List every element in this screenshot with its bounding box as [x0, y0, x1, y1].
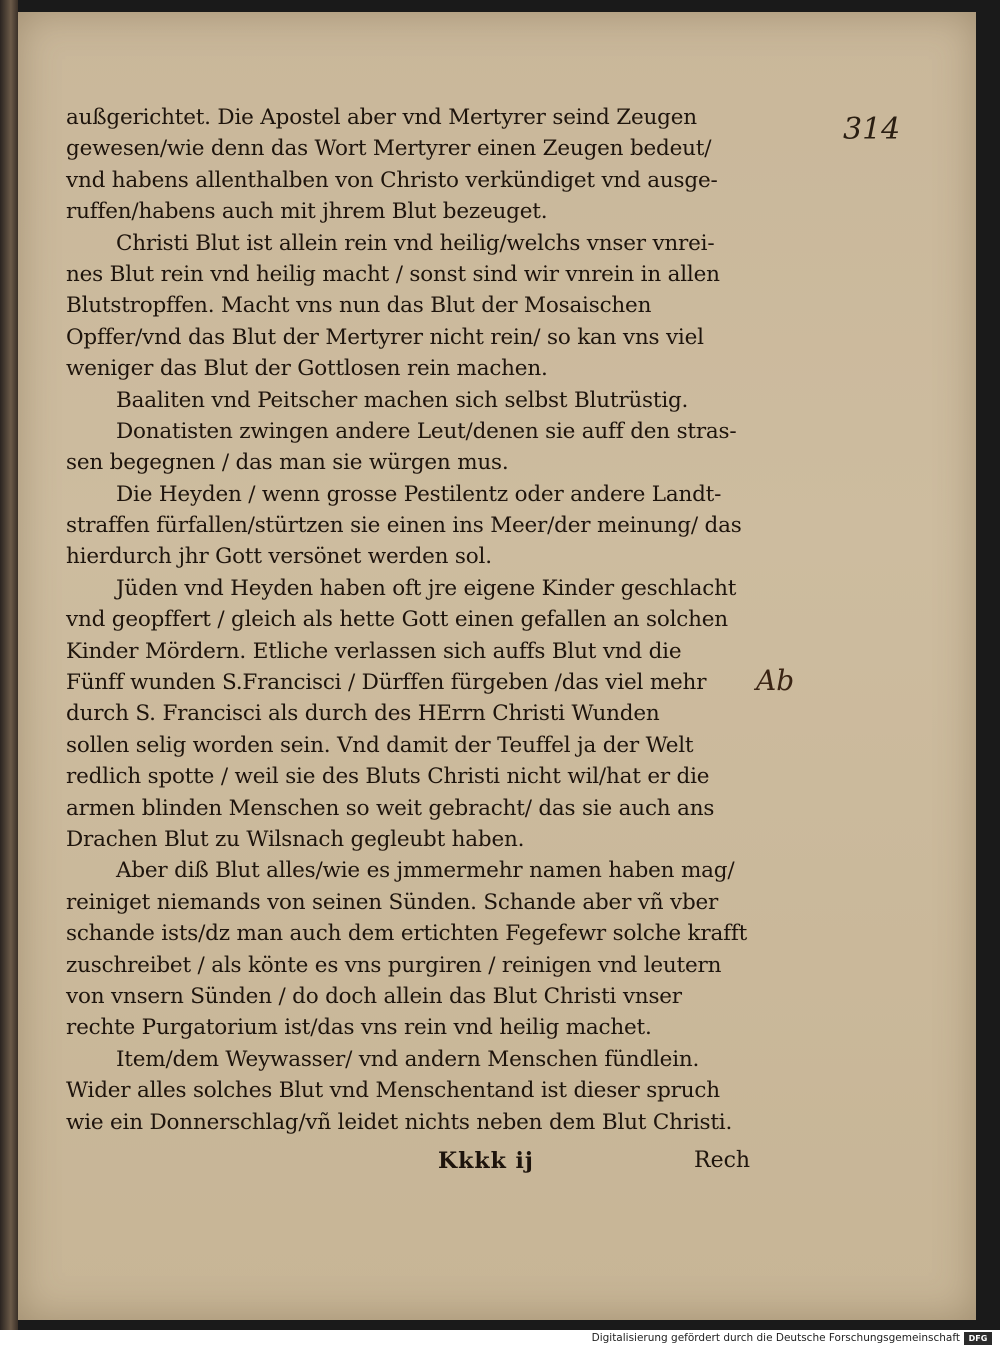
- text-line: redlich spotte / weil sie des Bluts Christi nicht wil/hat er die: [66, 764, 710, 790]
- text-line: Blutstropffen. Macht vns nun das Blut der Mosaischen: [66, 293, 652, 319]
- text-line: Aber diß Blut alles/wie es jmmermehr namen haben mag/: [116, 858, 735, 884]
- text-line: ruffen/habens auch mit jhrem Blut bezeuget.: [66, 199, 548, 225]
- text-line: rechte Purgatorium ist/das vns rein vnd heilig machet.: [66, 1015, 652, 1041]
- text-line: Drachen Blut zu Wilsnach gegleubt haben.: [66, 826, 525, 852]
- signature-mark: Kkkk ij: [438, 1148, 534, 1174]
- text-line: weniger das Blut der Gottlosen rein machen.: [66, 356, 548, 382]
- text-line: Fünff wunden S.Francisci / Dürffen fürgeben /das viel mehr: [66, 670, 707, 696]
- text-block: [66, 102, 756, 1138]
- text-line: hierdurch jhr Gott versönet werden sol.: [66, 544, 492, 570]
- text-line: von vnsern Sünden / do doch allein das Blut Christi vnser: [66, 983, 682, 1009]
- footer-bar: [0, 1330, 1000, 1348]
- text-line: nes Blut rein vnd heilig macht / sonst sind wir vnrein in allen: [66, 261, 720, 287]
- text-line: reiniget niemands von seinen Sünden. Schande aber vñ vber: [66, 889, 719, 915]
- text-line: Wider alles solches Blut vnd Menschentand ist dieser spruch: [66, 1078, 720, 1104]
- text-line: Item/dem Weywasser/ vnd andern Menschen fündlein.: [116, 1046, 700, 1072]
- text-line: gewesen/wie denn das Wort Mertyrer einen Zeugen bedeut/: [66, 136, 712, 162]
- text-line: sollen selig worden sein. Vnd damit der Teuffel ja der Welt: [66, 732, 694, 758]
- text-line: armen blinden Menschen so weit gebracht/ das sie auch ans: [66, 795, 715, 821]
- text-line: Baaliten vnd Peitscher machen sich selbst Blutrüstig.: [116, 387, 689, 413]
- text-line: Donatisten zwingen andere Leut/denen sie auff den stras-: [116, 418, 737, 444]
- catchword: Rech: [694, 1148, 751, 1173]
- text-line: schande ists/dz man auch dem ertichten Fegefewr solche krafft: [66, 921, 748, 947]
- text-line: straffen fürfallen/stürtzen sie einen ins Meer/der meinung/ das: [66, 513, 742, 539]
- margin-note: Ab: [756, 664, 795, 697]
- text-line: zuschreibet / als könte es vns purgiren / reinigen vnd leutern: [66, 952, 722, 978]
- page-number: 314: [843, 112, 901, 147]
- book-page: [18, 12, 976, 1320]
- text-line: sen begegnen / das man sie würgen mus.: [66, 450, 509, 476]
- text-line: wie ein Donnerschlag/vñ leidet nichts neben dem Blut Christi.: [66, 1109, 733, 1135]
- funding-credit: Digitalisierung gefördert durch die Deutsche Forschungsgemeinschaft: [591, 1332, 960, 1344]
- text-line: Die Heyden / wenn grosse Pestilentz oder andere Landt-: [116, 481, 722, 507]
- text-line: vnd geopffert / gleich als hette Gott einen gefallen an solchen: [66, 607, 728, 633]
- text-line: Jüden vnd Heyden haben oft jre eigene Kinder geschlacht: [116, 575, 737, 601]
- text-line: außgerichtet. Die Apostel aber vnd Mertyrer seind Zeugen: [66, 105, 697, 130]
- text-line: Opffer/vnd das Blut der Mertyrer nicht rein/ so kan vns viel: [66, 324, 704, 350]
- signature-line: [66, 1144, 756, 1178]
- text-line: durch S. Francisci als durch des HErrn Christi Wunden: [66, 701, 660, 727]
- book-edge: [0, 0, 18, 1330]
- text-line: Kinder Mördern. Etliche verlassen sich auffs Blut vnd die: [66, 638, 682, 664]
- dfg-logo: DFG: [964, 1332, 992, 1345]
- text-line: vnd habens allenthalben von Christo verkündiget vnd ausge-: [66, 167, 718, 193]
- text-line: Christi Blut ist allein rein vnd heilig/welchs vnser vnrei-: [116, 230, 715, 256]
